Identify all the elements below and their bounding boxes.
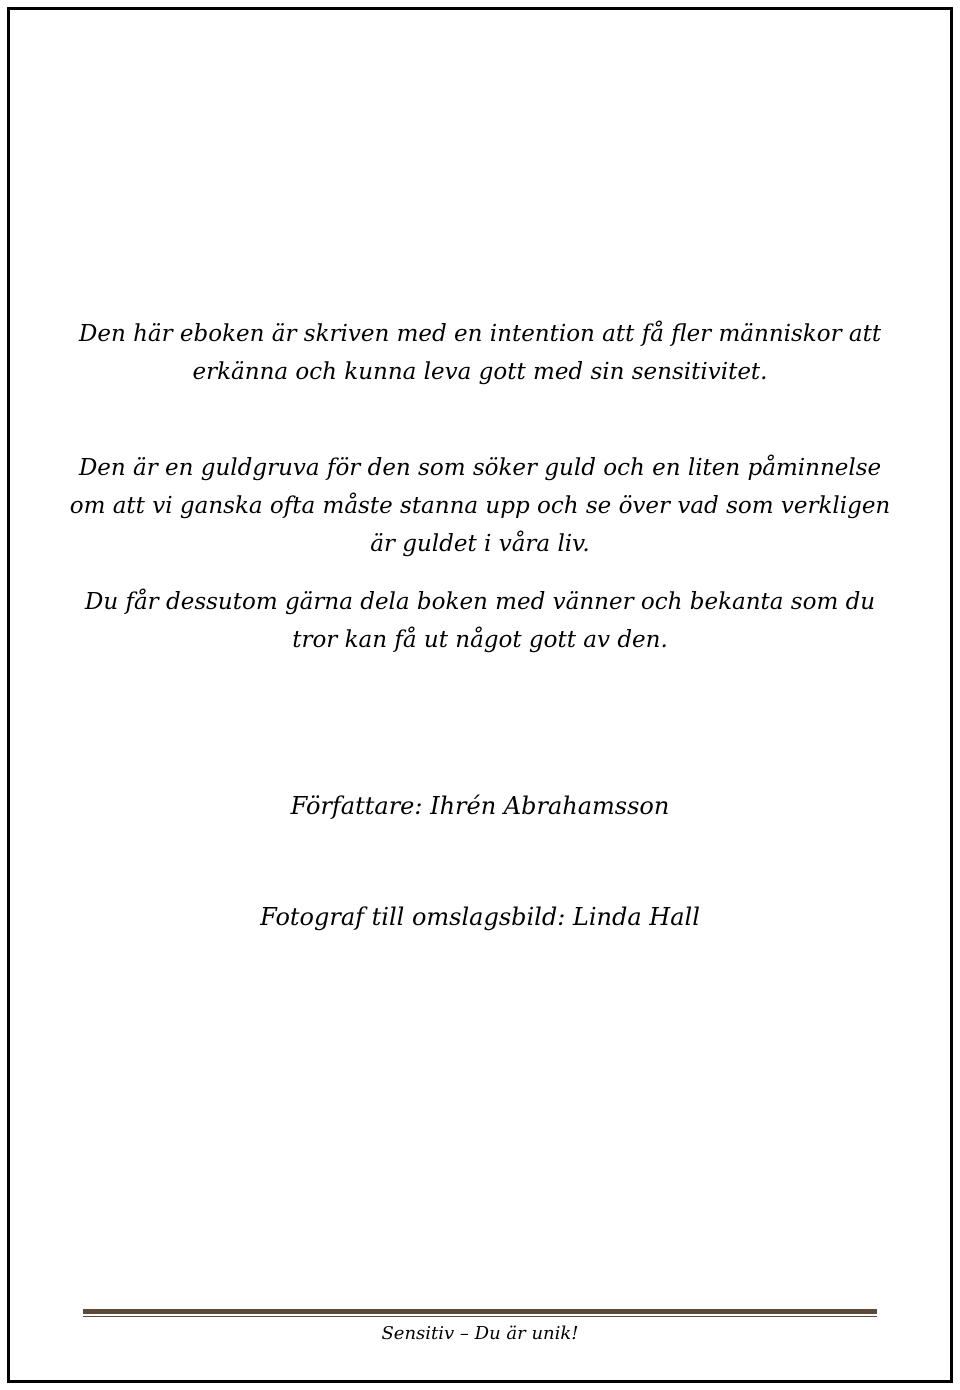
intro-paragraph: Den här eboken är skriven med en intention att få fler människor att erkänna och kunna leva gott med sin sensitivitet. bbox=[78, 321, 882, 385]
footer-divider-thin bbox=[83, 1316, 877, 1317]
author-credit: Författare: Ihrén Abrahamsson bbox=[290, 792, 670, 820]
photographer-credit: Fotograf till omslagsbild: Linda Hall bbox=[260, 903, 700, 931]
goldmine-paragraph: Den är en guldgruva för den som söker guld och en liten påminnelse om att vi ganska ofta måste stanna upp och se över vad som verkligen är guldet i våra liv. bbox=[69, 455, 891, 557]
share-paragraph: Du får dessutom gärna dela boken med vänner och bekanta som du tror kan få ut något gott av den. bbox=[84, 589, 876, 653]
footer-divider bbox=[83, 1309, 877, 1314]
footer-title: Sensitiv – Du är unik! bbox=[381, 1323, 579, 1344]
page-border bbox=[7, 7, 953, 1383]
